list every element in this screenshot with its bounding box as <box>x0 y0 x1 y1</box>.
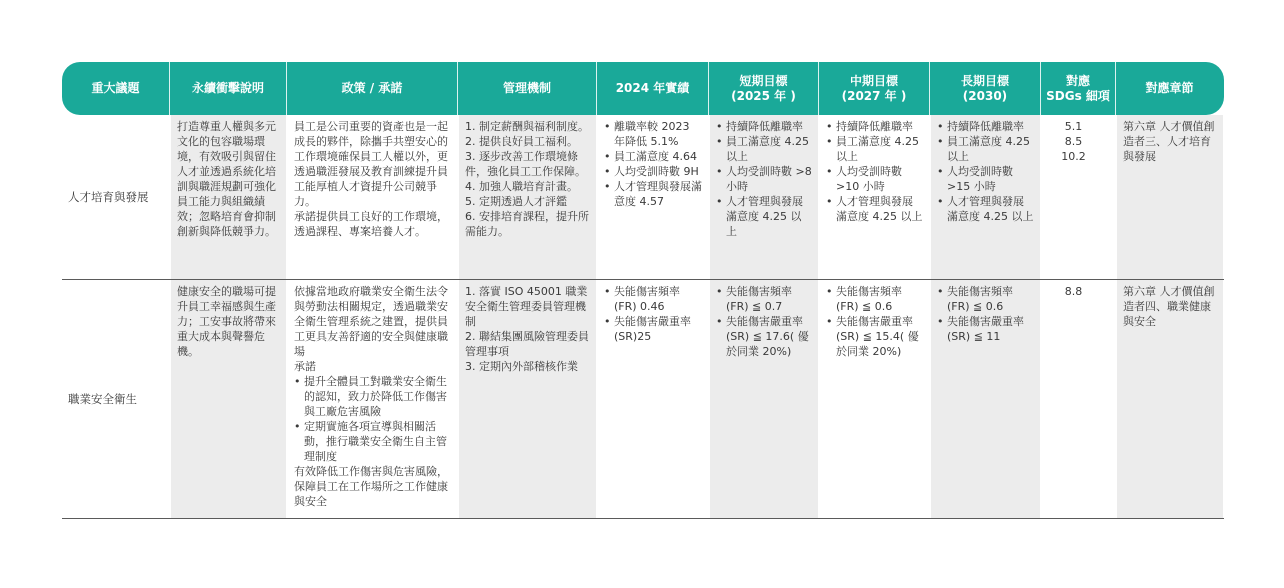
list-item: • 持續降低離職率 <box>826 119 923 134</box>
mechanism-item: 1. 落實 ISO 45001 職業安全衛生管理委員管理機制 <box>465 285 588 328</box>
sdg-item: 10.2 <box>1061 150 1086 163</box>
material-topics-table <box>62 62 1224 519</box>
list-item: • 人均受訓時數 >8 小時 <box>716 164 812 194</box>
list-item: • 失能傷害嚴重率 (SR)25 <box>604 314 702 344</box>
mechanism-item: 2. 提供良好員工福利。 <box>465 135 578 148</box>
header-policy: 政策 / 承諾 <box>286 62 457 115</box>
policy-intro: 依據當地政府職業安全衛生法令與勞動法相關規定，透過職業安全衛生管理系統之建置，提供員工更具友善舒適的安全與健康職場 <box>294 285 448 358</box>
list-item: • 失能傷害嚴重率 (SR) ≦ 15.4( 優於同業 20%) <box>826 314 923 359</box>
mechanism-item: 3. 定期內外部稽核作業 <box>465 360 578 373</box>
table-row <box>62 115 1224 280</box>
list-item: • 持續降低離職率 <box>716 119 812 134</box>
topic-label: 人才培育與發展 <box>68 189 149 204</box>
mechanism-item: 4. 加強人職培育計畫。 <box>465 180 578 193</box>
mechanism-item: 6. 安排培育課程，提升所需能力。 <box>465 210 589 238</box>
actual-cell <box>596 280 708 518</box>
header-long-term: 長期目標 (2030) <box>929 62 1040 115</box>
policy-paragraph: 員工是公司重要的資產也是一起成長的夥伴，除攜手共塑安心的工作環境確保員工人權以外，更透過職涯發展及教育訓練提升員工能厚植人才資提升公司競爭力。 <box>294 120 448 208</box>
mechanism-cell <box>457 280 596 518</box>
sdg-item: 8.5 <box>1064 135 1083 148</box>
list-item: • 定期實施各項宣導與相關活動，推行職業安全衛生自主管理制度 <box>294 419 451 464</box>
list-item: • 持續降低離職率 <box>937 119 1034 134</box>
list-item: • 離職率較 2023 年降低 5.1% <box>604 119 702 149</box>
chapter-cell: 第六章 人才價值創造者三、人才培育與發展 <box>1115 115 1223 279</box>
header-impact: 永續衝擊說明 <box>169 62 286 115</box>
mechanism-item: 3. 逐步改善工作環境條件，強化員工工作保障。 <box>465 150 586 178</box>
list-item: • 人均受訓時數 >10 小時 <box>826 164 923 194</box>
mid-term-cell <box>818 280 929 518</box>
table-row <box>62 280 1224 519</box>
mechanism-item: 2. 聯結集團風險管理委員管理事項 <box>465 330 589 358</box>
header-mechanism: 管理機制 <box>457 62 596 115</box>
list-item: • 人才管理與發展滿意度 4.25 以上 <box>826 194 923 224</box>
chapter-cell: 第六章 人才價值創造者四、職業健康與安全 <box>1115 280 1223 518</box>
policy-cell <box>286 115 457 279</box>
short-term-cell <box>708 280 818 518</box>
sdg-item: 8.8 <box>1064 285 1083 298</box>
policy-outro: 有效降低工作傷害與危害風險，保障員工在工作場所之工作健康與安全 <box>294 465 448 508</box>
sdgs-cell <box>1040 115 1115 279</box>
short-term-cell <box>708 115 818 279</box>
table-header <box>62 62 1224 115</box>
mechanism-item: 1. 制定薪酬與福利制度。 <box>465 120 589 133</box>
header-topic: 重大議題 <box>91 81 140 95</box>
list-item: • 人才管理與發展滿意度 4.57 <box>604 179 702 209</box>
list-item: • 員工滿意度 4.25 以上 <box>937 134 1034 164</box>
mid-term-cell <box>818 115 929 279</box>
list-item: • 失能傷害頻率 (FR) ≦ 0.6 <box>826 284 923 314</box>
header-sdgs: 對應 SDGs 細項 <box>1040 62 1115 115</box>
list-item: • 人均受訓時數 9H <box>604 164 702 179</box>
list-item: • 員工滿意度 4.25 以上 <box>826 134 923 164</box>
policy-cell <box>286 280 457 518</box>
long-term-cell <box>929 115 1040 279</box>
list-item: • 失能傷害頻率 (FR) 0.46 <box>604 284 702 314</box>
mechanism-item: 5. 定期透過人才評鑑 <box>465 195 567 208</box>
sdgs-cell <box>1040 280 1115 518</box>
list-item: • 員工滿意度 4.64 <box>604 149 702 164</box>
policy-label: 承諾 <box>294 360 316 373</box>
list-item: • 提升全體員工對職業安全衛生的認知，致力於降低工作傷害與工廠危害風險 <box>294 374 451 419</box>
actual-cell <box>596 115 708 279</box>
topic-cell <box>62 115 169 279</box>
list-item: • 失能傷害嚴重率 (SR) ≦ 11 <box>937 314 1034 344</box>
list-item: • 失能傷害嚴重率 (SR) ≦ 17.6( 優於同業 20%) <box>716 314 812 359</box>
sdg-item: 5.1 <box>1064 120 1083 133</box>
impact-cell: 打造尊重人權與多元文化的包容職場環境，有效吸引與留住人才並透過系統化培訓與職涯規劃可強化員工能力與組織績效；忽略培育會抑制創新與降低競爭力。 <box>169 115 286 279</box>
list-item: • 失能傷害頻率 (FR) ≦ 0.6 <box>937 284 1034 314</box>
list-item: • 人才管理與發展滿意度 4.25 以上 <box>716 194 812 239</box>
list-item: • 員工滿意度 4.25 以上 <box>716 134 812 164</box>
policy-paragraph: 承諾提供員工良好的工作環境，透過課程、專案培養人才。 <box>294 210 448 238</box>
list-item: • 人才管理與發展滿意度 4.25 以上 <box>937 194 1034 224</box>
impact-cell: 健康安全的職場可提升員工幸福感與生產力；工安事故將帶來重大成本與聲譽危機。 <box>169 280 286 518</box>
header-actual: 2024 年實績 <box>596 62 708 115</box>
header-short-term: 短期目標 (2025 年 ) <box>708 62 818 115</box>
topic-label: 職業安全衛生 <box>68 391 137 406</box>
header-mid-term: 中期目標 (2027 年 ) <box>818 62 929 115</box>
header-chapter: 對應章節 <box>1115 62 1223 115</box>
long-term-cell <box>929 280 1040 518</box>
list-item: • 失能傷害頻率 (FR) ≦ 0.7 <box>716 284 812 314</box>
list-item: • 人均受訓時數 >15 小時 <box>937 164 1034 194</box>
topic-cell <box>62 280 169 518</box>
mechanism-cell <box>457 115 596 279</box>
